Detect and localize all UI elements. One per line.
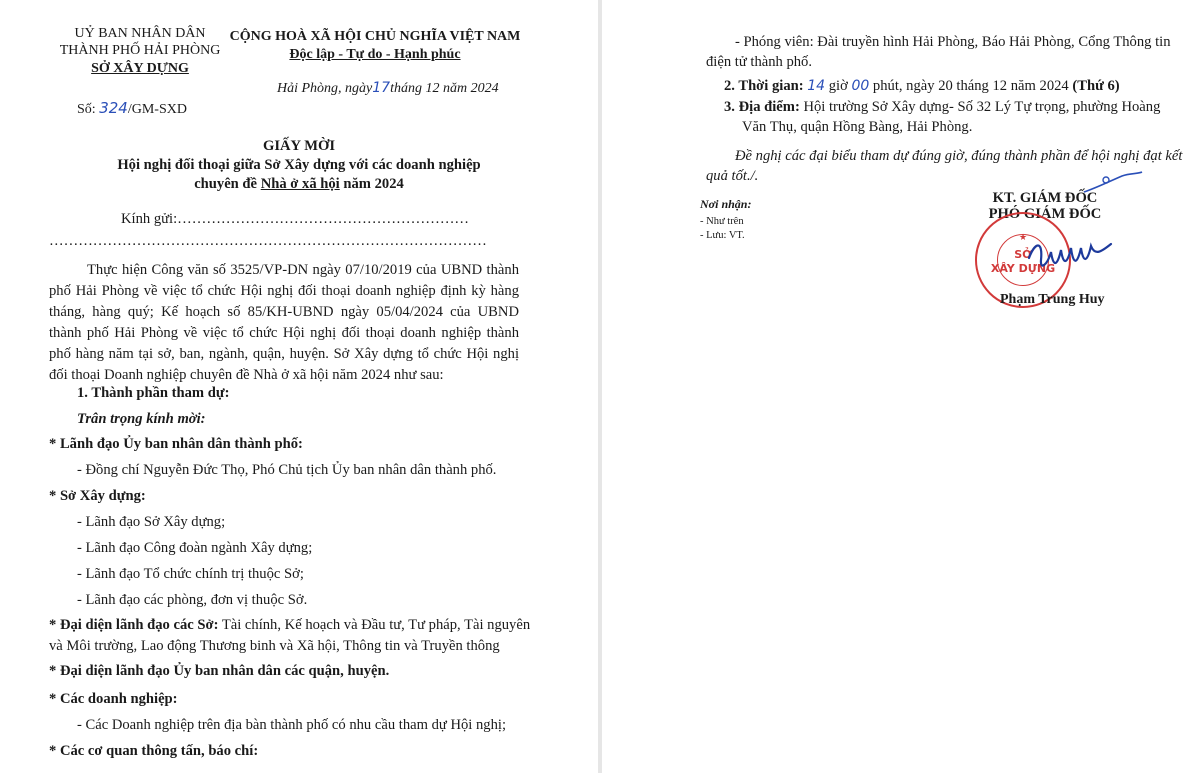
approval-flourish-icon bbox=[1082, 170, 1144, 196]
signature-mark bbox=[1025, 236, 1115, 276]
seal-text-2: XÂY DỰNG bbox=[990, 262, 1056, 275]
date-prefix: Hải Phòng, ngày bbox=[277, 81, 373, 96]
agency-name-2: THÀNH PHỐ HẢI PHÒNG bbox=[59, 43, 221, 58]
agency-name-1: UỶ BAN NHÂN DÂN bbox=[74, 26, 206, 41]
press-line-1: - Phóng viên: Đài truyền hình Hải Phòng, Báo Hải Phòng, Cổng Thông tin bbox=[735, 34, 1171, 50]
document-date bbox=[277, 80, 499, 97]
group-reps-text: Tài chính, Kế hoạch và Đầu tư, Tư pháp, Tài nguyên bbox=[218, 617, 531, 633]
document-number bbox=[77, 99, 187, 118]
time-rest: phút, ngày 20 tháng 12 năm 2024 bbox=[869, 78, 1073, 94]
document-subtitle-2 bbox=[0, 176, 598, 193]
subtitle-prefix: chuyên đề bbox=[194, 176, 261, 192]
document-number-suffix: /GM-SXD bbox=[127, 102, 187, 117]
place-text: Hội trường Sở Xây dựng- Số 32 Lý Tự trọng, phường Hoàng bbox=[803, 99, 1161, 115]
document-number-prefix: Số: bbox=[77, 102, 100, 117]
time-minute-handwritten: 00 bbox=[851, 78, 870, 94]
time-line bbox=[724, 78, 1120, 95]
group-districts-heading: * Đại diện lãnh đạo Ủy ban nhân dân các quận, huyện. bbox=[49, 663, 390, 679]
place-line-2: Văn Thụ, quận Hồng Bàng, Hải Phòng. bbox=[742, 119, 973, 135]
invite-line: Trân trọng kính mời: bbox=[77, 411, 206, 427]
seal-star-icon: ★ bbox=[1018, 232, 1028, 242]
document-subtitle-1: Hội nghị đối thoại giữa Sở Xây dựng với các doanh nghiệp bbox=[117, 157, 481, 173]
closing-line-2: quả tốt./. bbox=[706, 168, 759, 184]
document-number-handwritten: 324 bbox=[99, 99, 128, 117]
subtitle-suffix: năm 2024 bbox=[339, 176, 404, 192]
date-day-handwritten: 17 bbox=[372, 80, 391, 96]
time-label: 2. Thời gian: bbox=[724, 78, 808, 94]
recipients-item: - Lưu: VT. bbox=[700, 230, 745, 241]
country-name: CỘNG HOÀ XÃ HỘI CHỦ NGHĨA VIỆT NAM bbox=[229, 29, 521, 44]
closing-line-1: Đề nghị các đại biểu tham dự đúng giờ, đúng thành phần để hội nghị đạt kết bbox=[735, 148, 1183, 164]
group-city-heading: * Lãnh đạo Ủy ban nhân dân thành phố: bbox=[49, 436, 303, 452]
group-business-item: - Các Doanh nghiệp trên địa bàn thành phố có nhu cầu tham dự Hội nghị; bbox=[77, 717, 506, 733]
section-1-heading: 1. Thành phần tham dự: bbox=[77, 385, 230, 401]
group-business-heading: * Các doanh nghiệp: bbox=[49, 691, 178, 707]
sign-title-1: KT. GIÁM ĐỐC bbox=[992, 190, 1098, 206]
press-line-2: điện tử thành phố. bbox=[706, 54, 812, 70]
group-dept-item: - Lãnh đạo Sở Xây dựng; bbox=[77, 514, 226, 530]
date-suffix: tháng 12 năm 2024 bbox=[390, 81, 499, 96]
agency-name-3: SỞ XÂY DỰNG bbox=[91, 61, 189, 76]
group-dept-item: - Lãnh đạo Tổ chức chính trị thuộc Sở; bbox=[77, 566, 304, 582]
seal-text-1: SỞ bbox=[1014, 248, 1032, 261]
recipient-label: Kính gửi:…………………………………………………… bbox=[121, 211, 470, 227]
signer-name: Phạm Trung Huy bbox=[1000, 292, 1105, 307]
intro-paragraph: Thực hiện Công văn số 3525/VP-DN ngày 07/10/2019 của UBND thành phố Hải Phòng về việc tổ chức Hội nghị đối thoại doanh nghiệp định kỳ hàng tháng, hàng quý; Kế hoạch số 85/KH-UBND ngày 05/04/2024 của UBND thành phố Hải Phòng về việc tổ chức Hội nghị đối thoại doanh nghiệp thành phố hàng năm tại sở, ban, ngành, quận, huyện. Sở Xây dựng tổ chức Hội nghị đối thoại Doanh nghiệp chuyên đề Nhà ở xã hội năm 2024 như sau: bbox=[49, 262, 519, 383]
time-weekday: (Thứ 6) bbox=[1072, 78, 1120, 94]
group-reps-heading: * Đại diện lãnh đạo các Sở: bbox=[49, 617, 219, 633]
group-dept-item: - Lãnh đạo Công đoàn ngành Xây dựng; bbox=[77, 540, 313, 556]
group-press-heading: * Các cơ quan thông tấn, báo chí: bbox=[49, 743, 259, 759]
place-line-1 bbox=[724, 99, 1160, 116]
recipients-label: Nơi nhận: bbox=[700, 197, 752, 211]
recipient-dots: ……………………………………………………………………………… bbox=[49, 233, 487, 249]
place-label: 3. Địa điểm: bbox=[724, 99, 804, 115]
time-mid: giờ bbox=[825, 78, 852, 94]
time-hour-handwritten: 14 bbox=[807, 78, 826, 94]
group-dept-item: - Lãnh đạo các phòng, đơn vị thuộc Sở. bbox=[77, 592, 308, 608]
subtitle-underlined: Nhà ở xã hội bbox=[260, 176, 340, 192]
sign-title-2: PHÓ GIÁM ĐỐC bbox=[988, 206, 1102, 222]
country-motto: Độc lập - Tự do - Hạnh phúc bbox=[289, 47, 461, 62]
group-reps-line-1 bbox=[49, 617, 530, 634]
group-reps-line-2: và Môi trường, Lao động Thương binh và Xã hội, Thông tin và Truyền thông bbox=[49, 638, 500, 654]
document-title: GIẤY MỜI bbox=[262, 138, 336, 154]
group-city-item: - Đồng chí Nguyễn Đức Thọ, Phó Chủ tịch Ủy ban nhân dân thành phố. bbox=[77, 462, 497, 478]
group-dept-heading: * Sở Xây dựng: bbox=[49, 488, 146, 504]
recipients-item: - Như trên bbox=[700, 216, 744, 227]
